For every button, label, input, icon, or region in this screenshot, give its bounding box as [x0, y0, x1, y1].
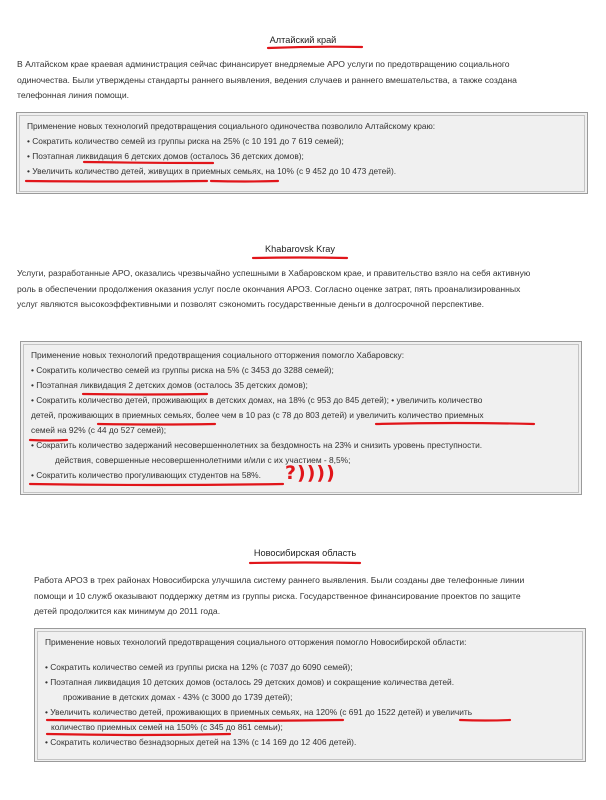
box-line: Применение новых технологий предотвращения социального одиночества позволило Алтайскому краю: — [27, 121, 436, 131]
paragraph-line: Работа АРОЗ в трех районах Новосибирска улучшила систему раннего выявления. Были созданы две телефонные линии — [34, 575, 525, 585]
section-paragraph-novosibirsk — [34, 573, 524, 620]
paragraph-line: одиночества. Были утверждены стандарты раннего выявления, ведения случаев и раннего вмешательства, а также создана — [17, 74, 517, 85]
red-underline — [250, 563, 360, 564]
paragraph-line: помощи и 10 служб оказывают поддержку детям из группы риска. Государственное финансирование проектов по защите — [34, 590, 521, 601]
box-line: • Сократить количество прогуливающих студентов на 58%. — [31, 470, 261, 480]
box-line: проживание в детских домах - 43% (с 3000 до 1739 детей); — [63, 692, 293, 702]
box-line: Применение новых технологий предотвращения социального отторжения помогло Новосибирской области: — [45, 637, 467, 647]
results-box-altai — [16, 112, 588, 194]
paragraph-line: детей продолжится как минимум до 2011 года. — [34, 606, 221, 616]
box-line: • Сократить количество детей, проживающих в детских домах, на 18% (с 953 до 845 детей); • увеличить количество — [31, 395, 483, 405]
box-line: Применение новых технологий предотвращения социального отторжения помогло Хабаровску: — [31, 350, 405, 360]
paragraph-line: телефонная линия помощи. — [17, 90, 130, 100]
paragraph-line: услуг являются высокоэффективными и позволят сэкономить государственные деньги в долгосрочной перспективе. — [17, 299, 485, 309]
box-line: семей на 92% (с 44 до 527 семей); — [31, 425, 167, 435]
red-underline — [268, 47, 362, 48]
box-line: • Сократить количество безнадзорных детей на 13% (с 14 169 до 12 406 детей). — [45, 737, 357, 747]
red-underline — [253, 258, 347, 259]
box-line: • Сократить количество семей из группы риска на 5% (с 3453 до 3288 семей); — [31, 365, 334, 375]
box-line: • Сократить количество семей из группы риска на 25% (с 10 191 до 7 619 семей); — [27, 136, 344, 146]
box-line: • Увеличить количество детей, живущих в приемных семьях, на 10% (с 9 452 до 10 473 детей). — [27, 166, 397, 176]
paragraph-line: Услуги, разработанные АРО, оказались чрезвычайно успешными в Хабаровском крае, и правительство взяло на себя активную — [17, 268, 531, 278]
handwritten-annotation: ?)))) — [285, 462, 336, 484]
box-line: • Увеличить количество детей, проживающих в приемных семьях, на 120% (с 691 до 1522 детей) и увеличить — [45, 707, 473, 717]
section-heading-altai: Алтайский край — [269, 35, 337, 45]
paragraph-line: роль в обеспечении продолжения оказания услуг после окончания АРОЗ. Согласно оценке затрат, пять проанализированных — [17, 283, 521, 294]
box-line: детей, проживающих в приемных семьях, более чем в 10 раз (с 78 до 803 детей) и увеличить количество приемных — [31, 410, 484, 420]
results-box-novosibirsk — [34, 628, 586, 762]
section-paragraph-altai — [17, 57, 517, 104]
box-line: • Поэтапная ликвидация 10 детских домов (осталось 29 детских домов) и сокращение количества детей. — [45, 677, 455, 687]
box-line: действия, совершенные несовершеннолетними и/или с их участием - 8,5%; — [55, 455, 351, 465]
section-paragraph-khabarovsk — [17, 266, 530, 313]
box-line: • Поэтапная ликвидация 6 детских домов (осталось 36 детских домов); — [27, 151, 304, 161]
paragraph-line: В Алтайском крае краевая администрация сейчас финансирует внедряемые АРО услуги по предотвращению социального — [17, 59, 510, 69]
section-heading-novosibirsk: Новосибирская область — [253, 548, 357, 558]
box-line: • Сократить количество задержаний несовершеннолетних за бездомность на 23% и снизить уровень преступности. — [31, 440, 483, 450]
section-heading-khabarovsk: Khabarovsk Kray — [265, 244, 335, 254]
box-line: количество приемных семей на 150% (с 345 до 861 семьи); — [51, 722, 283, 732]
box-line: • Сократить количество семей из группы риска на 12% (с 7037 до 6090 семей); — [45, 662, 353, 672]
box-line: • Поэтапная ликвидация 2 детских домов (осталось 35 детских домов); — [31, 380, 308, 390]
